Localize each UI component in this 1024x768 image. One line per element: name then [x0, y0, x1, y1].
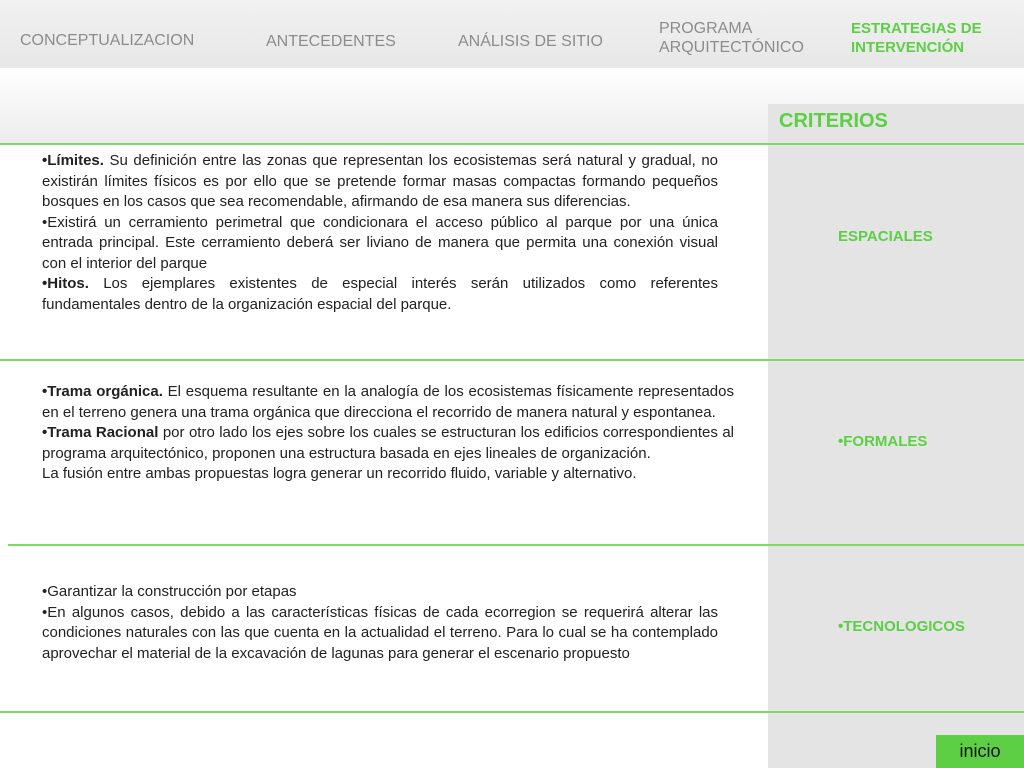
criterio-tecnologicos: •TECNOLOGICOS [838, 618, 965, 635]
term-hitos: •Hitos. [42, 275, 89, 292]
nav-label-line1: PROGRAMA [659, 20, 753, 37]
espaciales-text-block [42, 151, 718, 315]
paragraph: La fusión entre ambas propuestas logra generar un recorrido fluido, variable y alternativo. [42, 465, 637, 482]
criterio-espaciales: ESPACIALES [838, 228, 933, 245]
text: Los ejemplares existentes de especial interés serán utilizados como referentes fundamentales dentro de la organización espacial del parque. [42, 275, 718, 313]
nav-label-line2: INTERVENCIÓN [851, 39, 965, 56]
nav-label: ANTECEDENTES [266, 33, 396, 50]
term-trama-racional: •Trama Racional [42, 424, 159, 441]
term-trama-organica: •Trama orgánica. [42, 383, 163, 400]
text: Su definición entre las zonas que representan los ecosistemas será natural y gradual, no existirán límites físicos es por ello que se pretende formar masas compactas formando pequeños bosques en los casos que sea recomendable, afirmando de esa manera sus diferencias. [42, 152, 718, 210]
term-limites: •Límites. [42, 152, 104, 169]
paragraph: •Garantizar la construcción por etapas [42, 583, 297, 600]
divider-line [0, 711, 1024, 713]
paragraph [42, 382, 734, 423]
paragraph: •Existirá un cerramiento perimetral que condicionara el acceso público al parque por una única entrada principal. Este cerramiento deberá ser liviano de manera que permita una conexión visual con el interior del parque [42, 213, 718, 272]
paragraph [42, 274, 718, 315]
nav-label-line2: ARQUITECTÓNICO [659, 39, 804, 56]
inicio-button[interactable] [936, 735, 1024, 768]
criterios-title: CRITERIOS [779, 110, 888, 132]
paragraph [42, 423, 734, 464]
divider-line [0, 359, 1024, 361]
formales-text-block [42, 382, 734, 485]
criterio-formales: •FORMALES [838, 433, 928, 450]
divider-line [0, 143, 1024, 145]
inicio-label: inicio [959, 741, 1001, 761]
tecnologicos-text-block [42, 582, 718, 664]
nav-label-line1: ESTRATEGIAS DE [851, 20, 982, 37]
text: por otro lado los ejes sobre los cuales se estructuran los edificios correspondientes al programa arquitectónico, proponen una estructura basada en ejes lineales de organización. [42, 424, 734, 462]
text: El esquema resultante en la analogía de los ecosistemas físicamente representados en el terreno genera una trama orgánica que direcciona el recorrido de manera natural y espontanea. [42, 383, 734, 421]
nav-analisis-de-sitio[interactable] [458, 32, 603, 51]
divider-line [8, 544, 1024, 546]
nav-programa-arquitectonico[interactable] [659, 19, 804, 57]
paragraph: •En algunos casos, debido a las características físicas de cada ecorregion se requerirá alterar las condiciones naturales con las que cuenta en la actualidad el terreno. Para lo cual se ha contemplado aprovechar el material de la excavación de lagunas para generar el escenario propuesto [42, 603, 718, 662]
top-navigation [0, 0, 1024, 68]
nav-label: ANÁLISIS DE SITIO [458, 33, 603, 50]
nav-antecedentes[interactable] [266, 32, 396, 51]
nav-label: CONCEPTUALIZACION [20, 32, 195, 49]
nav-estrategias-de-intervencion[interactable] [851, 19, 982, 57]
paragraph [42, 151, 718, 213]
nav-conceptualizacion[interactable] [20, 31, 194, 50]
